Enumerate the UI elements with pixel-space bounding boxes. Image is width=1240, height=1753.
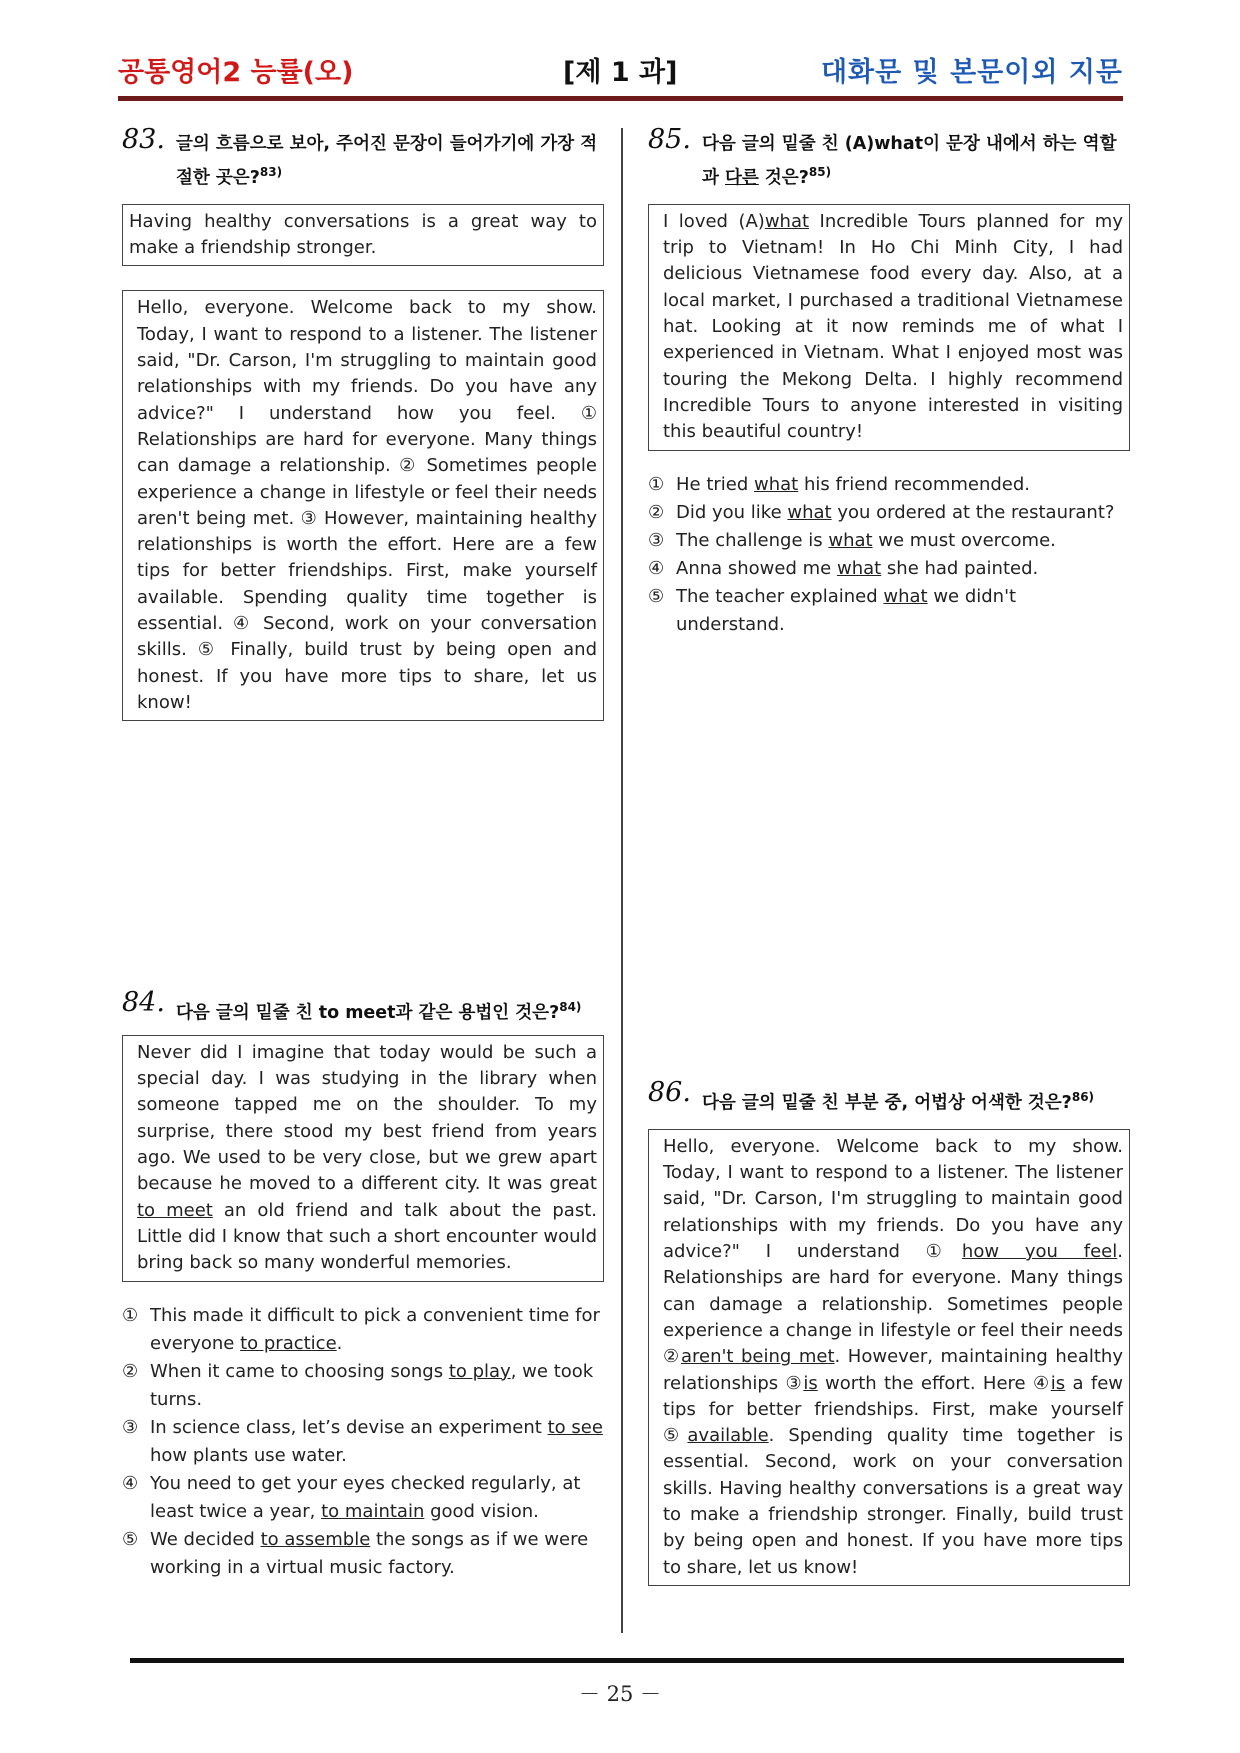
option-3[interactable]: ③ The challenge is what we must overcome. — [648, 529, 1056, 551]
option-5[interactable]: ⑤ The teacher explained what we didn't understand. — [648, 585, 1017, 635]
question-85-prompt: 85. 다음 글의 밑줄 친 (A)what이 문장 내에서 하는 역할과 다른 것은?$^{85)}$ — [648, 124, 1117, 188]
footnote-ref: 85) — [808, 165, 832, 179]
passage-text: I loved (A)what Incredible Tours planned for my trip to Vietnam! In Ho Chi Minh City, I had delicious Vietnamese food every day. Also, at a local market, I purchased a traditional Vietnamese hat. Looking at it now reminds me of what I experienced in Vietnam. What I enjoyed most was touring the Mekong Delta. I highly recommend Incredible Tours to anyone interested in visiting this beautiful country! — [663, 210, 1123, 443]
column-divider — [621, 128, 623, 1633]
underline-3: is — [803, 1372, 818, 1394]
footer-rule — [130, 1658, 1124, 1663]
passage-text: Hello, everyone. Welcome back to my show. Today, I want to respond to a listener. The listener said, "Dr. Carson, I'm struggling to maintain good relationships with my friends. Do you have any advice?" I understand ①how you feel. Relationships are hard for everyone. Many things can damage a relationship. Sometimes people experience a change in lifestyle or feel their needs ②aren't being met. However, maintaining healthy relationships ③is worth the effort. Here ④is a few tips for better friendships. First, make yourself ⑤available. Spending quality time together is essential. Second, work on your conversation skills. Having healthy conversations is a great way to make a friendship stronger. Finally, build trust by being open and honest. If you have more tips to share, let us know! — [663, 1135, 1124, 1578]
question-number: 85. — [648, 124, 691, 155]
underlined-phrase: to meet — [137, 1199, 213, 1221]
footnote-ref: 84) — [559, 1000, 582, 1014]
header-rule — [118, 96, 1123, 101]
underline-1: how you feel — [961, 1241, 1118, 1263]
option-2[interactable]: ② Did you like what you ordered at the restaurant? — [648, 501, 1115, 523]
option-4[interactable]: ④ Anna showed me what she had painted. — [648, 557, 1039, 579]
answer-options — [122, 1302, 604, 1582]
page-header — [118, 50, 1123, 90]
answer-options — [648, 471, 1130, 639]
passage-text: Never did I imagine that today would be such a special day. I was studying in the library when someone tapped me on the shoulder. To my surprise, there stood my best friend from years ago. We used to be very close, but we grew apart because he moved to a different city. It was great to meet an old friend and talk about the past. Little did I know that such a short encounter would bring back so many wonderful memories. — [137, 1041, 597, 1274]
given-sentence-box — [122, 204, 604, 267]
passage-box — [648, 1129, 1130, 1586]
book-title: 공통영어2 능률(오) — [118, 57, 354, 88]
passage-text: Hello, everyone. Welcome back to my show. Today, I want to respond to a listener. The listener said, "Dr. Carson, I'm struggling to maintain good relationships with my friends. Do you have any advice?" I understand how you feel. ① Relationships are hard for everyone. Many things can damage a relationship. ② Sometimes people experience a change in lifestyle or feel their needs aren't being met. ③ However, maintaining healthy relationships is worth the effort. Here are a few tips for better friendships. First, make yourself available. Spending quality time together is essential. ④ Second, work on your conversation skills. ⑤ Finally, build trust by being open and honest. If you have more tips to share, let us know! — [137, 297, 597, 713]
footnote-ref: 83) — [259, 165, 283, 179]
underlined-word: what — [764, 210, 810, 232]
question-86-prompt: 86. 다음 글의 밑줄 친 부분 중, 어법상 어색한 것은?$^{86)}$ — [648, 1077, 1095, 1113]
question-84-prompt: 84. 다음 글의 밑줄 친 to meet과 같은 용법인 것은?$^{84)}$ — [122, 987, 582, 1023]
underline-5: available — [687, 1425, 769, 1447]
underline-4: is — [1050, 1372, 1066, 1394]
question-number: 84. — [122, 987, 165, 1018]
option-4[interactable]: ④ You need to get your eyes checked regularly, at least twice a year, to maintain good vision. — [122, 1472, 581, 1522]
question-86 — [648, 1077, 1130, 1586]
given-sentence: Having healthy conversations is a great way to make a friendship stronger. — [129, 210, 597, 259]
page-number: － 25 － — [578, 1682, 662, 1706]
option-2[interactable]: ② When it came to choosing songs to play, we took turns. — [122, 1360, 594, 1410]
question-85 — [648, 124, 1130, 639]
option-5[interactable]: ⑤ We decided to assemble the songs as if we were working in a virtual music factory. — [122, 1528, 589, 1578]
passage-box — [648, 204, 1130, 451]
option-1[interactable]: ① He tried what his friend recommended. — [648, 473, 1031, 495]
lesson-label: [제 1 과] — [563, 57, 678, 88]
question-number: 86. — [648, 1077, 691, 1108]
question-84 — [122, 987, 604, 1582]
section-title: 대화문 및 본문이외 지문 — [820, 57, 1123, 88]
passage-box — [122, 290, 604, 721]
question-83-prompt: 83. 글의 흐름으로 보아, 주어진 문장이 들어가기에 가장 적절한 곳은?$^{83)}$ — [122, 124, 598, 188]
question-number: 83. — [122, 124, 165, 155]
passage-box — [122, 1035, 604, 1282]
option-1[interactable]: ① This made it difficult to pick a convenient time for everyone to practice. — [122, 1304, 600, 1354]
question-83 — [122, 124, 604, 721]
underline-2: aren't being met — [680, 1346, 835, 1368]
option-3[interactable]: ③ In science class, let’s devise an experiment to see how plants use water. — [122, 1416, 603, 1466]
footnote-ref: 86) — [1071, 1090, 1095, 1104]
